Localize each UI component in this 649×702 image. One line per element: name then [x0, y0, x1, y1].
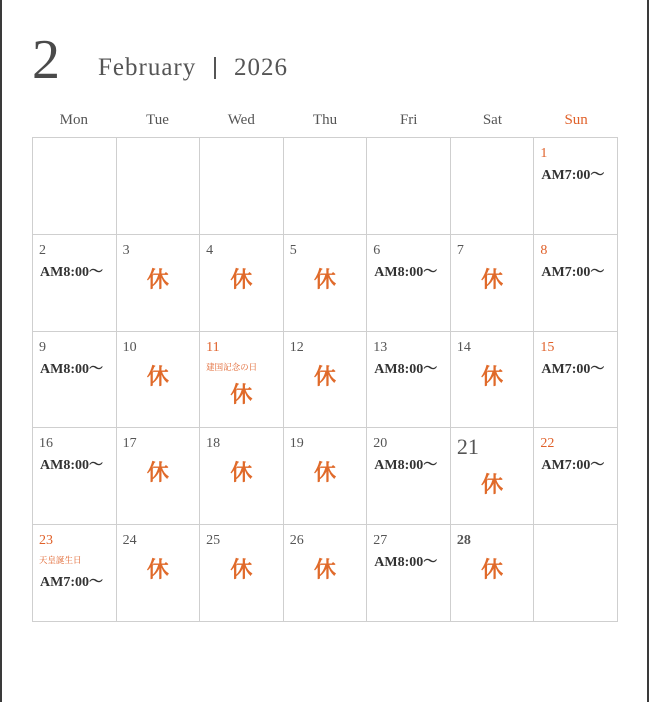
opening-hours: AM8:00〜	[374, 264, 438, 280]
day-cell-7	[451, 235, 535, 332]
month-number: 2	[32, 29, 60, 91]
date-number: 8	[540, 242, 548, 258]
weekday-tue: Tue	[146, 112, 169, 128]
day-cell-11	[200, 332, 284, 429]
opening-hours: AM8:00〜	[40, 361, 103, 377]
closed-mark: 休	[313, 558, 336, 584]
year: 2026	[234, 54, 288, 81]
date-number: 15	[540, 339, 555, 355]
day-cell-19	[284, 428, 368, 525]
date-number: 20	[373, 436, 388, 452]
date-number: 19	[289, 436, 304, 452]
closed-mark: 休	[230, 267, 253, 293]
day-cell-12	[284, 332, 368, 429]
day-cell-10	[117, 332, 201, 429]
weekday-mon: Mon	[59, 112, 89, 128]
date-number: 24	[122, 533, 137, 549]
empty-cell	[284, 138, 368, 235]
day-cell-3	[117, 235, 201, 332]
opening-hours: AM8:00〜	[374, 555, 438, 571]
opening-hours: AM7:00〜	[40, 575, 103, 591]
weekday-thu: Thu	[312, 112, 338, 128]
header-separator	[214, 57, 216, 79]
closed-mark: 休	[481, 558, 504, 584]
date-number: 26	[289, 533, 304, 549]
day-cell-15	[534, 332, 618, 429]
weekday-sat: Sat	[482, 112, 502, 128]
date-number: 13	[373, 339, 388, 355]
closed-mark: 休	[230, 558, 253, 584]
day-cell-9	[33, 332, 117, 429]
closed-mark: 休	[146, 558, 169, 584]
date-number: 16	[39, 436, 53, 452]
opening-hours: AM7:00〜	[541, 264, 605, 280]
day-cell-14	[451, 332, 535, 429]
date-number: 28	[456, 533, 471, 549]
date-number: 2	[39, 242, 46, 258]
date-number: 5	[289, 242, 297, 258]
opening-hours: AM8:00〜	[40, 264, 103, 280]
date-number: 22	[540, 436, 555, 452]
opening-hours: AM7:00〜	[541, 168, 605, 183]
opening-hours: AM7:00〜	[541, 458, 605, 474]
weekday-sun: Sun	[564, 112, 588, 128]
date-number: 17	[122, 436, 137, 452]
closed-mark: 休	[481, 473, 504, 499]
empty-cell	[200, 138, 284, 235]
day-cell-23	[33, 525, 117, 622]
date-number: 7	[456, 242, 464, 258]
closed-mark: 休	[481, 267, 504, 293]
day-cell-18	[200, 428, 284, 525]
closed-mark: 休	[146, 461, 169, 487]
day-cell-24	[117, 525, 201, 622]
closed-mark: 休	[313, 461, 336, 487]
holiday-name: 建国記念の日	[206, 362, 258, 373]
date-number: 1	[540, 146, 548, 161]
day-cell-22	[534, 428, 618, 525]
weekday-fri: Fri	[399, 112, 418, 128]
opening-hours: AM8:00〜	[40, 458, 103, 474]
day-cell-1	[534, 138, 618, 235]
empty-cell	[534, 525, 618, 622]
day-cell-13	[367, 332, 451, 429]
day-cell-26	[284, 525, 368, 622]
calendar-grid	[32, 137, 618, 622]
left-frame-border	[0, 0, 2, 702]
month-name: February	[98, 54, 197, 81]
opening-hours: AM8:00〜	[374, 458, 438, 474]
date-number: 18	[206, 436, 221, 452]
day-cell-16	[33, 428, 117, 525]
day-cell-2	[33, 235, 117, 332]
closed-mark: 休	[146, 267, 169, 293]
date-number: 10	[122, 339, 137, 355]
day-cell-21	[451, 428, 535, 525]
date-number: 14	[456, 339, 471, 355]
day-cell-8	[534, 235, 618, 332]
date-number: 27	[373, 533, 388, 549]
day-cell-5	[284, 235, 368, 332]
closed-mark: 休	[230, 461, 253, 487]
opening-hours: AM8:00〜	[374, 361, 438, 377]
date-number: 4	[206, 242, 214, 258]
date-number: 21	[456, 434, 479, 460]
empty-cell	[33, 138, 117, 235]
day-cell-25	[200, 525, 284, 622]
day-cell-6	[367, 235, 451, 332]
date-number: 12	[289, 339, 304, 355]
closed-mark: 休	[313, 364, 336, 390]
date-number: 11	[206, 339, 220, 355]
empty-cell	[451, 138, 535, 235]
date-number: 23	[39, 533, 53, 549]
closed-mark: 休	[313, 267, 336, 293]
day-cell-27	[367, 525, 451, 622]
closed-mark: 休	[481, 364, 504, 390]
date-number: 9	[39, 339, 46, 355]
closed-mark: 休	[146, 364, 169, 390]
closed-mark: 休	[230, 382, 253, 408]
day-cell-17	[117, 428, 201, 525]
weekday-header-row	[32, 112, 618, 129]
date-number: 25	[206, 533, 221, 549]
holiday-name: 天皇誕生日	[39, 556, 82, 567]
date-number: 6	[373, 242, 381, 258]
day-cell-20	[367, 428, 451, 525]
weekday-wed: Wed	[227, 112, 255, 128]
opening-hours: AM7:00〜	[541, 361, 605, 377]
day-cell-28	[451, 525, 535, 622]
empty-cell	[367, 138, 451, 235]
date-number: 3	[122, 242, 130, 258]
empty-cell	[117, 138, 201, 235]
day-cell-4	[200, 235, 284, 332]
